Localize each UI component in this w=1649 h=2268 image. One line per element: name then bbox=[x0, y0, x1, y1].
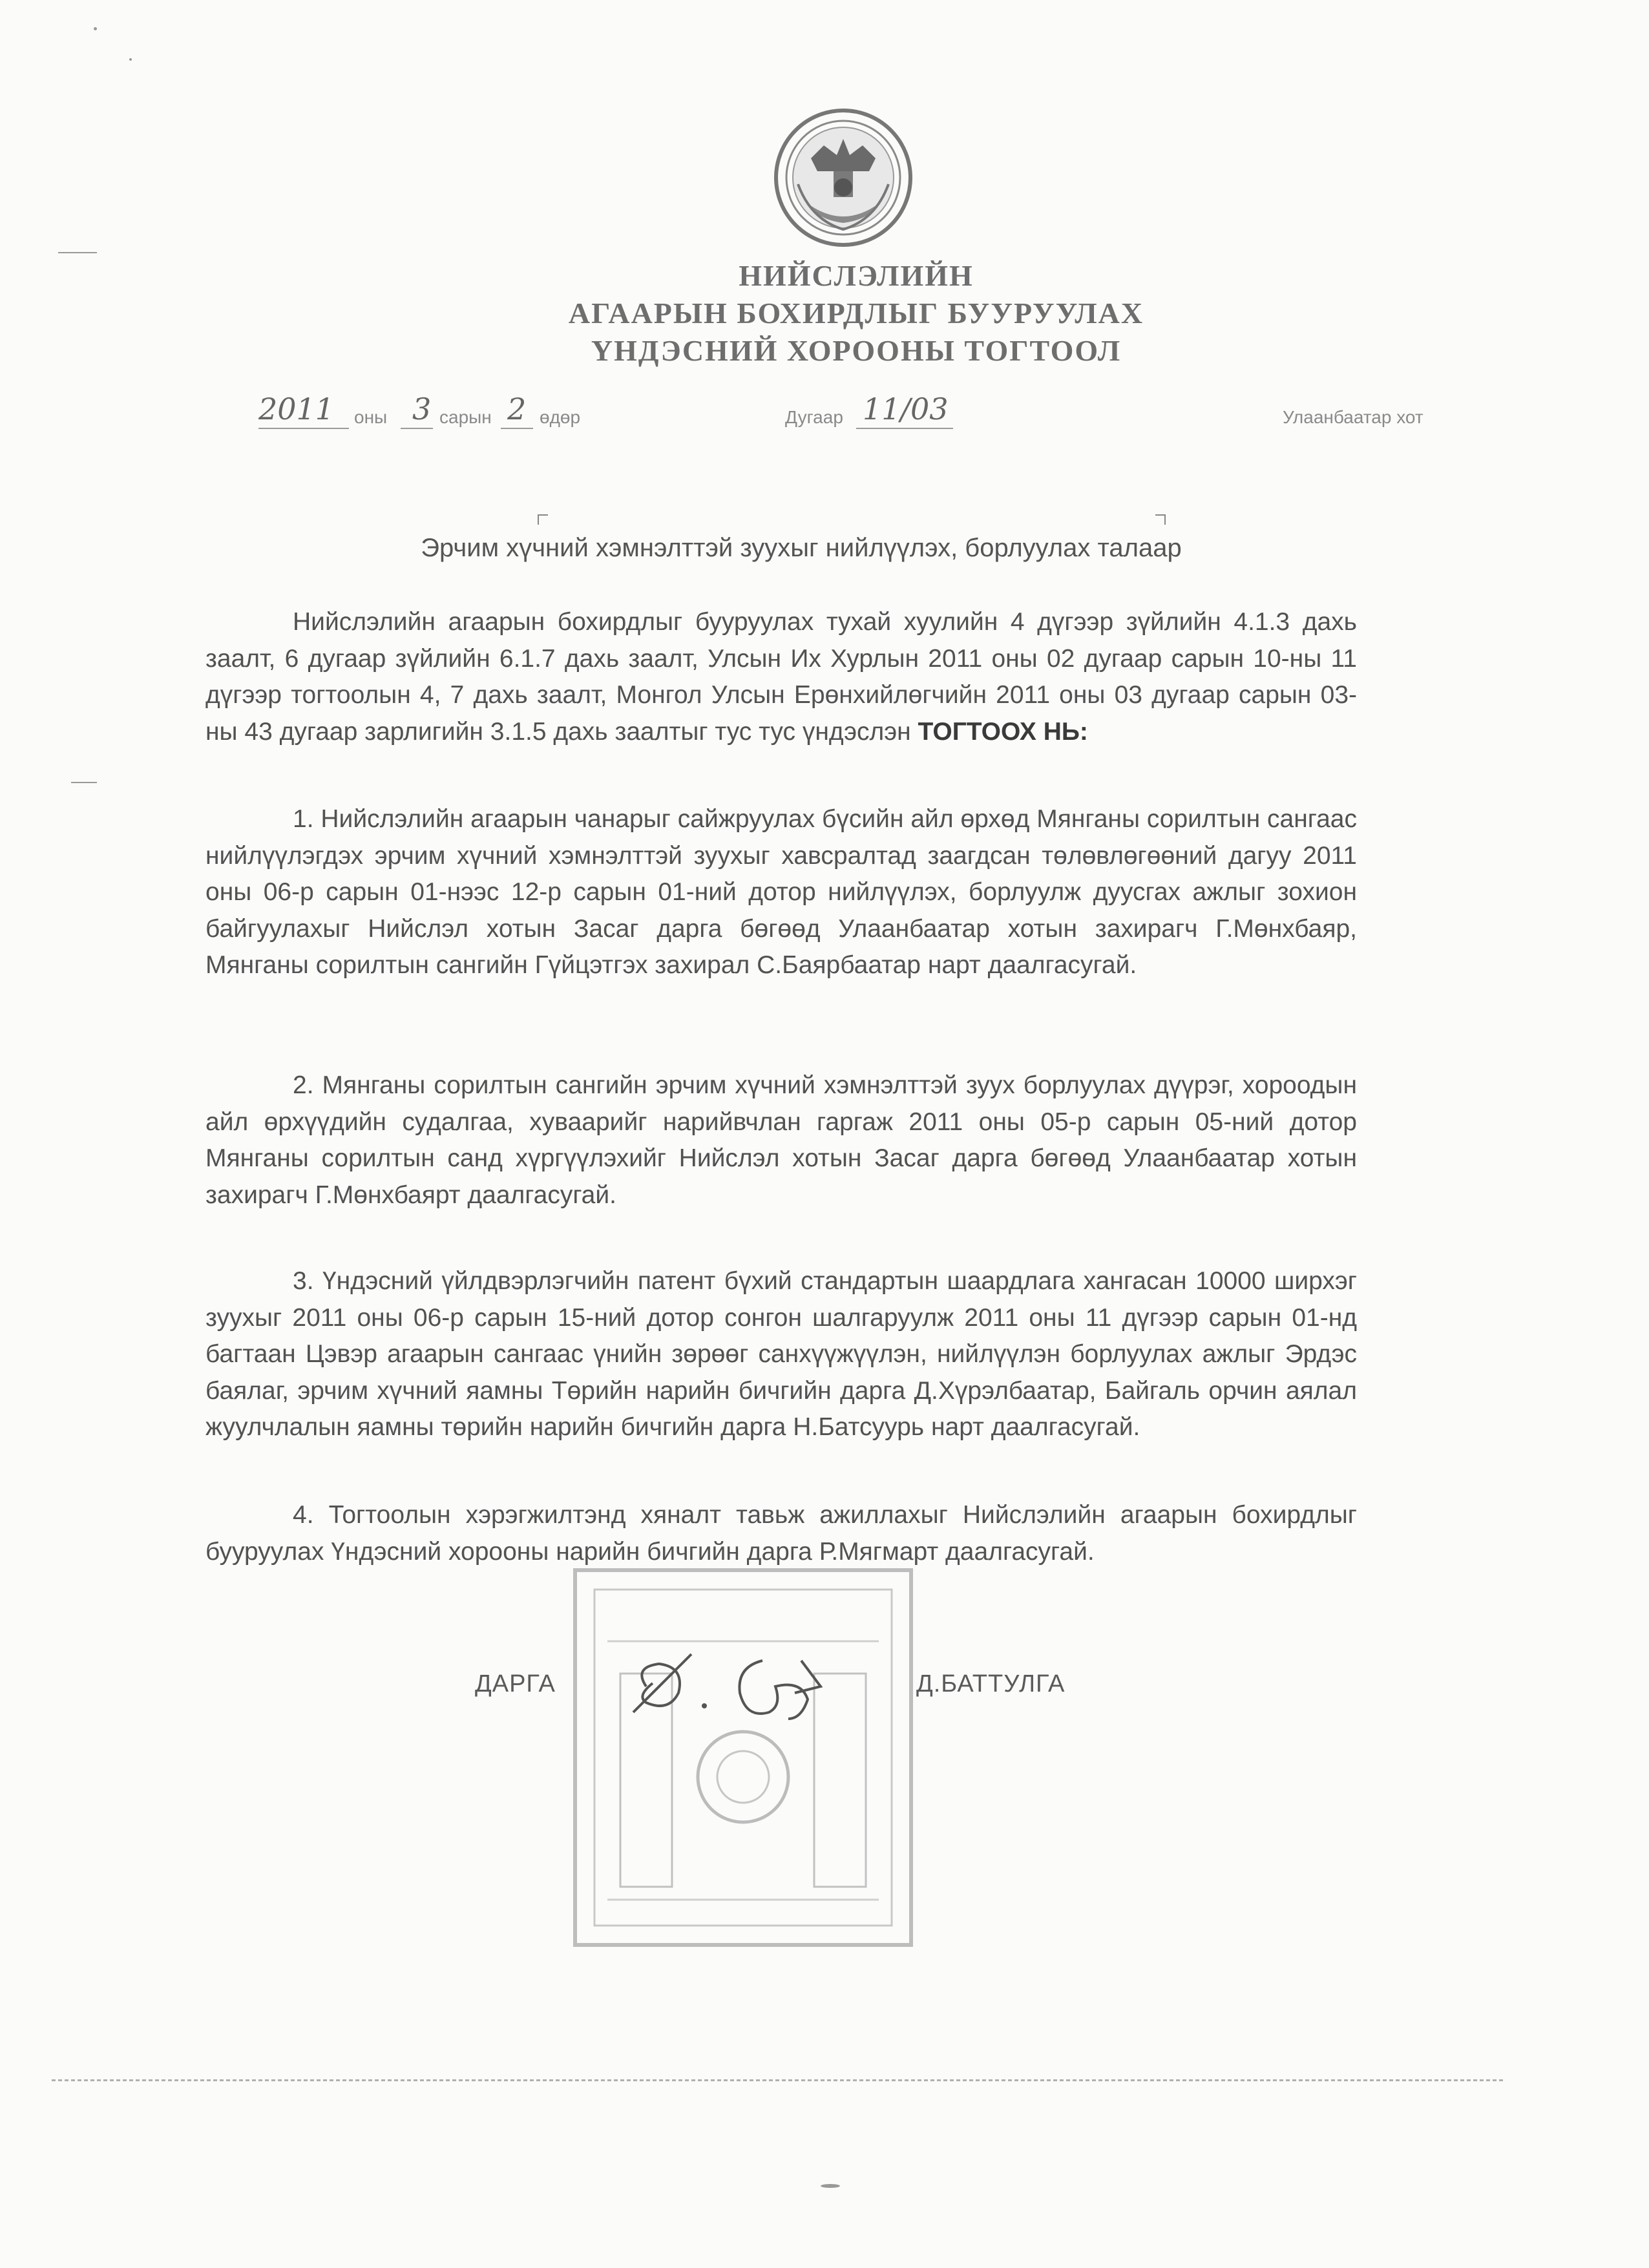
scan-speck bbox=[58, 252, 97, 253]
state-emblem-icon bbox=[772, 107, 914, 249]
day-label: өдөр bbox=[540, 407, 581, 427]
item-1 bbox=[205, 801, 1357, 984]
meta-row bbox=[246, 392, 1460, 445]
intro-paragraph bbox=[205, 604, 1357, 750]
number-handwritten: 11/03 bbox=[863, 392, 949, 426]
item-2 bbox=[205, 1067, 1357, 1213]
org-heading-line-1: НИЙСЛЭЛИЙН bbox=[739, 259, 974, 292]
item-1-text: 1. Нийслэлийн агаарын чанарыг сайжруулах бүсийн айл өрхөд Мянганы сорилтын сангаас нийлүүлэгдэх эрчим хүчний хэмнэлттэй зуухыг хавсралтад заагдсан төлөвлөгөөний дагуу 2011 оны 06-р сарын 01-нээс 12-р сарын 01-ний дотор нийлүүлэх, борлуулж дуусгах ажлыг зохион байгуулахыг Нийслэл хотын Засаг дарга бөгөөд Улаанбаатар хотын захирагч Г.Мөнхбаяр, Мянганы сорилтын сангийн Гүйцэтгэх захирал С.Баярбаатар нарт даалгасугай. bbox=[205, 805, 1357, 979]
month-handwritten: 3 bbox=[412, 392, 432, 426]
item-4-text: 4. Тогтоолын хэрэгжилтэнд хяналт тавьж ажиллахыг Нийслэлийн агаарын бохирдлыг бууруулах Үндэсний хорооны нарийн бичгийн дарга Р.Мягмарт даалгасугай. bbox=[205, 1501, 1357, 1566]
city-label: Улаанбаатар хот bbox=[1283, 407, 1423, 427]
scan-speck bbox=[71, 782, 97, 783]
intro-text: Нийслэлийн агаарын бохирдлыг бууруулах тухай хуулийн 4 дүгээр зүйлийн 4.1.3 дахь заалт, 6 дугаар зүйлийн 6.1.7 дахь заалт, Улсын Их Хурлын 2011 оны 02 дугаар сарын 10-ны 11 дүгээр тогтоолын 4, 7 дахь заалт, Монгол Улсын Ерөнхийлөгчийн 2011 оны 03 дугаар сарын 03-ны 43 дугаар зарлигийн 3.1.5 дахь заалтыг тус тус үндэслэн bbox=[205, 608, 1357, 746]
scan-speck bbox=[129, 58, 132, 61]
scan-speck bbox=[94, 27, 97, 30]
year-suffix: оны bbox=[354, 407, 388, 427]
official-stamp-icon bbox=[569, 1564, 918, 1951]
month-label: сарын bbox=[439, 407, 492, 427]
year-handwritten: 2011 bbox=[258, 392, 335, 426]
title-corner-right bbox=[1155, 514, 1166, 525]
item-2-text: 2. Мянганы сорилтын сангийн эрчим хүчний хэмнэлттэй зуух борлуулах дүүрэг, хороодын айл өрхүүдийн судалгаа, хуваарийг нарийвчлан гаргаж 2011 оны 05-р сарын 05-ний дотор Мянганы сорилтын санд хүргүүлэхийг Нийслэл хотын Засаг дарга бөгөөд Улаанбаатар хотын захирагч Г.Мөнхбаярт даалгасугай. bbox=[205, 1071, 1357, 1209]
item-4 bbox=[205, 1497, 1357, 1570]
item-3-text: 3. Үндэсний үйлдвэрлэгчийн патент бүхий стандартын шаардлага хангасан 10000 ширхэг зуухыг 2011 оны 06-р сарын 15-ний дотор сонгон шалгаруулж 2011 оны 11 дүгээр сарын 01-нд багтаан Цэвэр агаарын сангаас үнийн зөрөөг санхүүжүүлэн, нийлүүлэн борлуулах ажлыг Эрдэс баялаг, эрчим хүчний яамны Төрийн нарийн бичгийн дарга Д.Хүрэлбаатар, Байгаль орчин аялал жуулчлалын яамны төрийн нарийн бичгийн дарга Н.Батсуурь нарт даалгасугай. bbox=[205, 1267, 1357, 1441]
org-heading-line-3: ҮНДЭСНИЙ ХОРООНЫ ТОГТООЛ bbox=[591, 334, 1122, 367]
handwritten-signature-icon bbox=[607, 1641, 853, 1732]
document-title: Эрчим хүчний хэмнэлттэй зуухыг нийлүүлэх, борлуулах талаар bbox=[421, 534, 1182, 562]
signatory-name: Д.БАТТУЛГА bbox=[916, 1670, 1066, 1697]
title-corner-left bbox=[538, 514, 548, 525]
number-label: Дугаар bbox=[785, 407, 843, 427]
day-handwritten: 2 bbox=[507, 392, 527, 426]
org-heading-line-2: АГААРЫН БОХИРДЛЫГ БУУРУУЛАХ bbox=[568, 297, 1144, 330]
org-heading bbox=[452, 257, 1260, 370]
footer-rule bbox=[52, 2079, 1506, 2081]
signatory-role: ДАРГА bbox=[475, 1670, 556, 1697]
scan-speck bbox=[821, 2184, 840, 2188]
intro-emphasis: ТОГТООХ НЬ: bbox=[918, 717, 1088, 746]
item-3 bbox=[205, 1263, 1357, 1446]
